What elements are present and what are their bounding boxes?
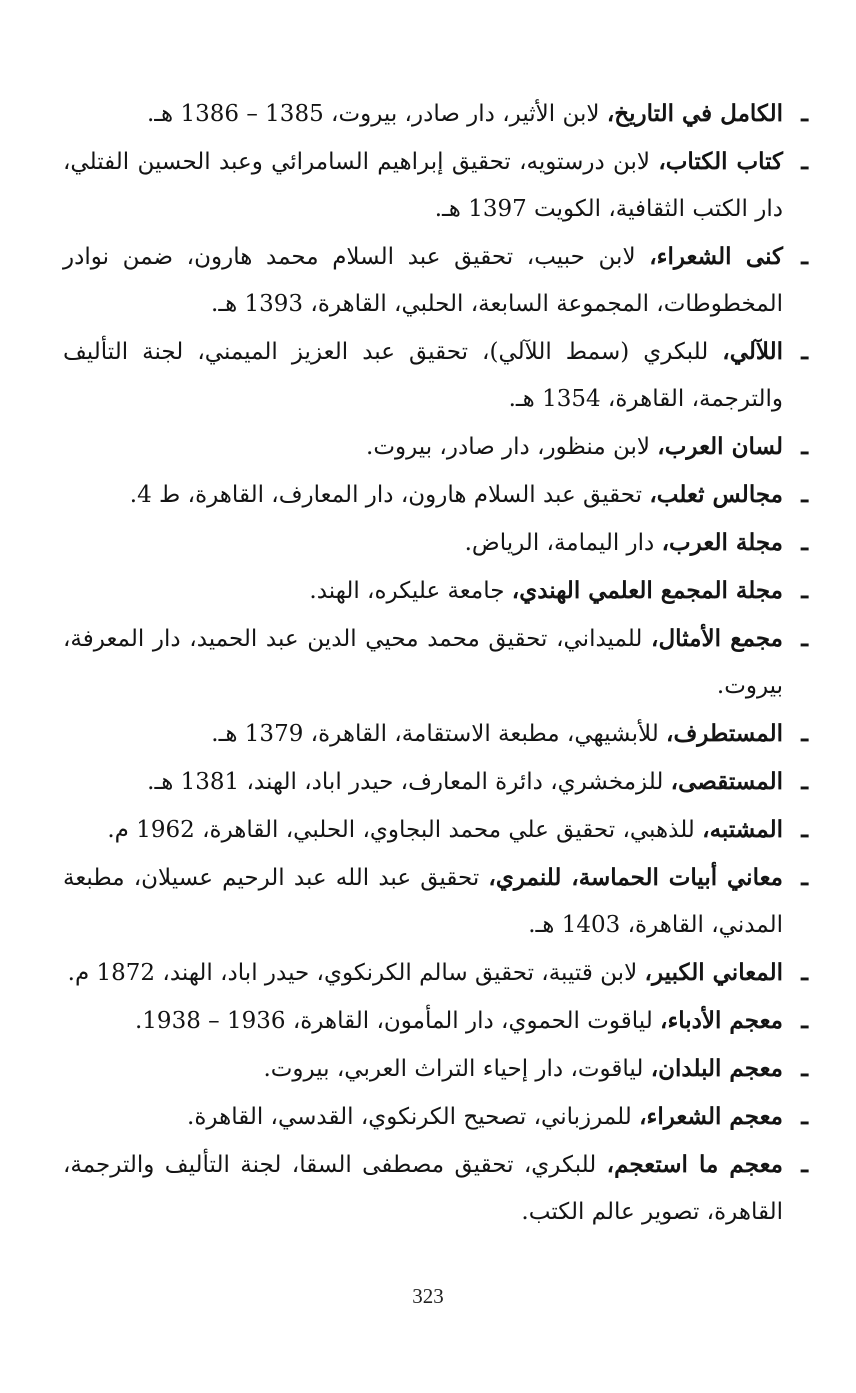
entry-title: المعاني الكبير، [644,959,783,986]
entry-details: دار اليمامة، الرياض. [464,530,662,556]
entry-title: كنى الشعراء، [649,243,783,270]
bibliography-entry [63,567,808,615]
entry-details: لابن منظور، دار صادر، بيروت. [366,434,658,460]
bibliography-entry [63,854,808,949]
entry-dash: ـ [801,1007,808,1034]
bibliography-entry [63,423,808,471]
entry-details: للأبشيهي، مطبعة الاستقامة، القاهرة، 1379 هـ. [211,721,667,747]
entry-details: جامعة عليكره، الهند. [309,578,512,604]
bibliography-list [63,90,808,1236]
entry-title: معجم ما استعجم، [606,1151,783,1178]
entry-details: لابن حبيب، تحقيق عبد السلام محمد هارون، ضمن نوادر المخطوطات، المجموعة السابعة، الحلبي، القاهرة، 1393 هـ. [63,244,783,317]
entry-title: لسان العرب، [657,433,783,460]
entry-details: للذهبي، تحقيق علي محمد البجاوي، الحلبي، القاهرة، 1962 م. [107,817,703,843]
entry-title: المشتبه، [702,816,783,843]
entry-dash: ـ [801,768,808,795]
bibliography-entry [63,138,808,233]
entry-dash: ـ [801,1055,808,1082]
bibliography-entry [63,233,808,328]
entry-dash: ـ [801,481,808,508]
entry-details: لابن قتيبة، تحقيق سالم الكرنكوي، حيدر اباد، الهند، 1872 م. [67,960,645,986]
bibliography-entry [63,949,808,997]
entry-details: تحقيق عبد السلام هارون، دار المعارف، القاهرة، ط 4. [129,482,650,508]
entry-title: المستطرف، [666,720,783,747]
entry-title: معاني أبيات الحماسة، للنمري، [488,864,783,891]
entry-dash: ـ [801,1103,808,1130]
entry-title: مجلة المجمع العلمي الهندي، [511,577,783,604]
entry-title: الكامل في التاريخ، [606,100,783,127]
entry-dash: ـ [801,338,808,365]
bibliography-entry [63,1141,808,1236]
entry-details: تحقيق عبد الله عبد الرحيم عسيلان، مطبعة المدني، القاهرة، 1403 هـ. [63,865,783,938]
page-number: 323 [412,1284,444,1308]
entry-dash: ـ [801,433,808,460]
entry-details: لياقوت الحموي، دار المأمون، القاهرة، 1936 – 1938. [134,1008,661,1034]
entry-dash: ـ [801,625,808,652]
entry-details: لابن درستويه، تحقيق إبراهيم السامرائي وعبد الحسين الفتلي، دار الكتب الثقافية، الكويت 1397 هـ. [63,149,783,222]
entry-dash: ـ [801,864,808,891]
bibliography-entry [63,1093,808,1141]
bibliography-entry [63,90,808,138]
entry-details: للميداني، تحقيق محمد محيي الدين عبد الحميد، دار المعرفة، بيروت. [63,626,783,699]
entry-title: المستقصى، [670,768,783,795]
entry-dash: ـ [801,148,808,175]
entry-details: للمرزباني، تصحيح الكرنكوي، القدسي، القاهرة. [187,1104,640,1130]
entry-details: لابن الأثير، دار صادر، بيروت، 1385 – 1386 هـ. [147,101,607,127]
entry-title: معجم الأدباء، [660,1007,783,1034]
entry-dash: ـ [801,100,808,127]
bibliography-entry [63,758,808,806]
entry-title: مجلة العرب، [661,529,783,556]
entry-dash: ـ [801,720,808,747]
bibliography-entry [63,328,808,423]
bibliography-entry [63,1045,808,1093]
bibliography-entry [63,471,808,519]
entry-title: مجمع الأمثال، [651,625,784,652]
entry-title: مجالس ثعلب، [649,481,783,508]
bibliography-entry [63,710,808,758]
bibliography-entry [63,519,808,567]
entry-dash: ـ [801,577,808,604]
entry-dash: ـ [801,959,808,986]
entry-title: معجم الشعراء، [639,1103,783,1130]
entry-details: لياقوت، دار إحياء التراث العربي، بيروت. [263,1056,651,1082]
entry-dash: ـ [801,243,808,270]
entry-dash: ـ [801,816,808,843]
entry-dash: ـ [801,1151,808,1178]
entry-details: للبكري، تحقيق مصطفى السقا، لجنة التأليف والترجمة، القاهرة، تصوير عالم الكتب. [63,1152,783,1225]
entry-dash: ـ [801,529,808,556]
bibliography-entry [63,806,808,854]
entry-title: كتاب الكتاب، [658,148,784,175]
entry-title: اللآلي، [722,338,783,365]
bibliography-entry [63,997,808,1045]
entry-details: للبكري (سمط اللآلي)، تحقيق عبد العزيز الميمني، لجنة التأليف والترجمة، القاهرة، 1354 هـ. [63,339,783,412]
entry-details: للزمخشري، دائرة المعارف، حيدر اباد، الهند، 1381 هـ. [147,769,671,795]
bibliography-entry [63,615,808,710]
entry-title: معجم البلدان، [650,1055,783,1082]
